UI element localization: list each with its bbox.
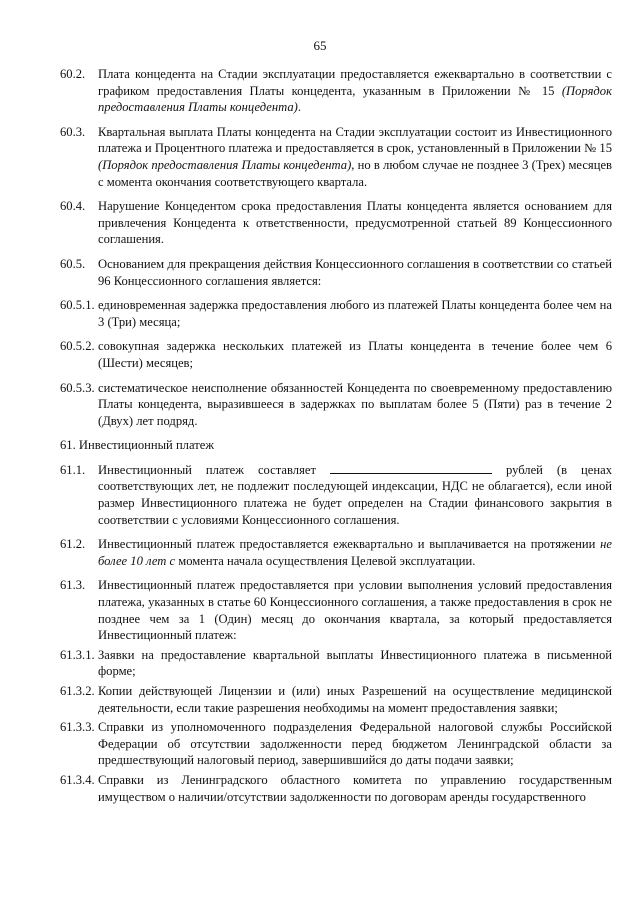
clause-text: Справки из Ленинградского областного комитета по управлению государственным имуществом о наличии/отсутствии задолженности по договорам аренды государственного <box>98 772 612 804</box>
clause-text: совокупная задержка нескольких платежей из Платы концедента в течение более чем 6 (Шести) месяцев; <box>98 339 612 370</box>
clause-text-part: , но в любом случае не позднее 3 (Трех) месяцев с момента окончания соответствующего квартала. <box>98 157 612 189</box>
clause-text-part: момента начала осуществления Целевой эксплуатации. <box>175 553 476 568</box>
clause-number: 61.3.1. <box>60 647 95 662</box>
clause-text: Нарушение Концедентом срока предоставления Платы концедента является основанием для привлечения Концедента к ответственности, предусмотренной статьей 89 Концессионного соглашения. <box>98 199 612 247</box>
clause-number: 61.2. <box>60 537 86 552</box>
clause-text: единовременная задержка предоставления любого из платежей Платы концедента более чем на 3 (Три) месяца; <box>98 298 612 329</box>
clause-number: 60.2. <box>60 67 86 81</box>
clause-60-3 <box>60 124 612 190</box>
clause-text: Инвестиционный платеж предоставляется при условии выполнения условий предоставления платежа, указанных в статье 60 Концессионного соглашения, а также предоставления в срок не позднее чем за 1 (Один) месяц до окончания квартала, за который предоставляется Инвестиционный платеж: <box>98 578 612 643</box>
clause-number: 60.3. <box>60 124 86 139</box>
clause-61-3-3 <box>60 719 612 769</box>
clause-60-5-2 <box>60 338 612 371</box>
clause-text-part: рублей (в ценах соответствующих лет, не подлежит последующей индексации, НДС не облагается), если иной размер Инвестиционного платежа не будет определен на Стадии финансового закрытия в соответствии с условиями Концессионного соглашения. <box>98 462 612 527</box>
clause-text-italic: не более 10 лет с <box>98 537 612 568</box>
clause-number: 61.3.2. <box>60 684 95 698</box>
clause-number: 60.5. <box>60 256 86 271</box>
clause-number: 60.5.1. <box>60 298 95 313</box>
clause-60-5-3 <box>60 380 612 430</box>
clause-text <box>98 536 612 569</box>
clause-text: Справки из уполномоченного подразделения Федеральной налоговой службы Российской Федерации об отсутствии задолженности перед бюджетом Ленинградской области за предшествующий налоговый период, завершившийся до даты подачи заявки; <box>98 720 612 768</box>
clause-text-part: Плата концедента на Стадии эксплуатации предоставляется ежеквартально в соответствии с графиком предоставления Платы концедента, указанным в Приложении № 15 <box>98 67 612 98</box>
clause-text: Основанием для прекращения действия Концессионного соглашения в соответствии со статьей 96 Концессионного соглашения является: <box>98 256 612 288</box>
clause-text-part: Квартальная выплата Платы концедента на Стадии эксплуатации состоит из Инвестиционного платежа и Процентного платежа и предоставляется в срок, установленный в Приложении № 15 <box>98 124 612 156</box>
clause-text: Копии действующей Лицензии и (или) иных Разрешений на осуществление медицинской деятельности, если такие разрешения необходимы на момент предоставления заявки; <box>98 684 612 715</box>
clause-number: 60.4. <box>60 199 86 214</box>
clause-text-part: Инвестиционный платеж составляет <box>98 462 330 477</box>
clause-60-4 <box>60 198 612 248</box>
clause-text: Заявки на предоставление квартальной выплаты Инвестиционного платежа в письменной форме; <box>98 647 612 679</box>
clause-text <box>98 66 612 116</box>
clause-61-2 <box>60 536 612 569</box>
clause-61-1 <box>60 462 612 528</box>
clause-61-3-2 <box>60 683 612 716</box>
clause-number: 61.3.3. <box>60 720 95 735</box>
clause-number: 61.3.4. <box>60 772 95 787</box>
page-number: 65 <box>313 38 327 53</box>
clause-text-part: Инвестиционный платеж предоставляется ежеквартально и выплачивается на протяжении <box>98 537 601 552</box>
clause-text-part: . <box>297 100 301 115</box>
clause-number: 60.5.2. <box>60 339 95 354</box>
clause-61-3-4 <box>60 772 612 805</box>
clause-number: 61.3. <box>60 578 86 593</box>
clause-number: 61.1. <box>60 462 86 477</box>
clause-60-5-1 <box>60 297 612 330</box>
clause-text-italic: (Порядок предоставления Платы концедента) <box>98 157 352 172</box>
section-heading-61: 61. Инвестиционный платеж <box>60 438 215 453</box>
clause-61-3 <box>60 577 612 643</box>
clause-61-3-1 <box>60 647 612 680</box>
clause-text: систематическое неисполнение обязанностей Концедента по своевременному предоставлению Платы концедента, выразившееся в задержках по выплатам более 5 (Пяти) раз в течение 2 (Двух) лет подряд. <box>98 380 612 428</box>
blank-amount-line <box>330 462 492 474</box>
clause-number: 60.5.3. <box>60 380 95 395</box>
clause-text <box>98 462 612 528</box>
clause-60-2 <box>60 66 612 116</box>
document-body <box>60 66 612 808</box>
clause-text <box>98 124 612 190</box>
clause-60-5 <box>60 256 612 289</box>
clause-text-italic: (Порядок предоставления Платы концедента) <box>98 83 612 115</box>
